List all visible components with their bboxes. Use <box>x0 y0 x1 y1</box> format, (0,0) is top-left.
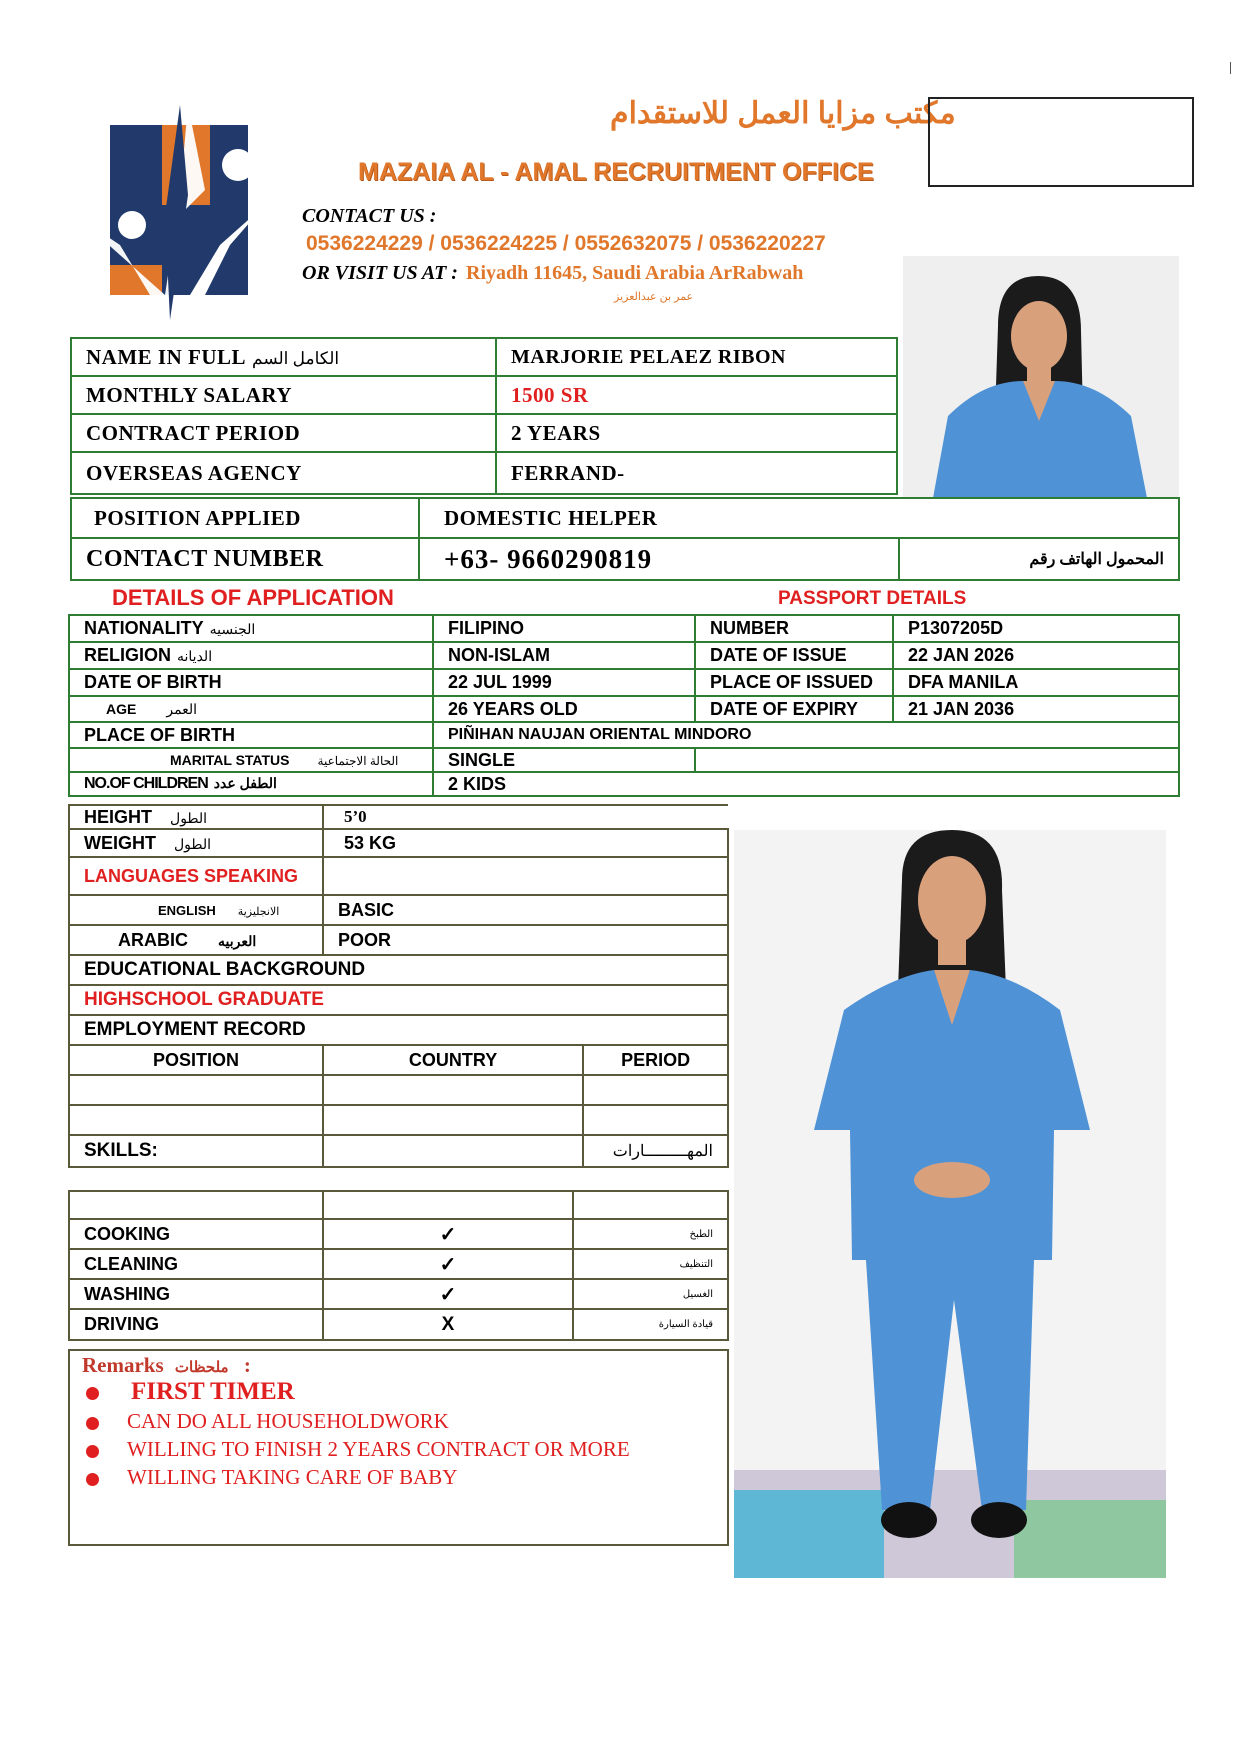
main-info-table <box>70 337 898 495</box>
marital-label-cell <box>69 748 433 772</box>
children-label: NO.OF CHILDREN <box>84 775 208 792</box>
skill-name: WASHING <box>69 1279 323 1309</box>
age-value: 26 YEARS OLD <box>433 696 695 722</box>
address-arabic: عمر بن عبدالعزيز <box>614 291 694 303</box>
languages-empty <box>323 857 728 895</box>
details-table <box>68 614 1180 797</box>
skill-mark: ✓ <box>323 1219 573 1249</box>
remark-item: CAN DO ALL HOUSEHOLDWORK <box>86 1409 449 1434</box>
skill-mark: ✓ <box>323 1279 573 1309</box>
skill-arabic: الغسيل <box>573 1279 728 1309</box>
skill-mark: X <box>323 1309 573 1340</box>
weight-label-arabic: الطول <box>174 835 212 852</box>
name-label: NAME IN FULL <box>86 344 247 369</box>
details-section-title: DETAILS OF APPLICATION <box>112 585 394 610</box>
name-value: MARJORIE PELAEZ RIBON <box>496 338 897 376</box>
skill-arabic: الطبخ <box>573 1219 728 1249</box>
arabic-lang-label-arabic: العربيه <box>218 932 257 949</box>
employment-cell <box>583 1075 728 1105</box>
remark-item: WILLING TAKING CARE OF BABY <box>86 1465 457 1490</box>
passport-number-label: NUMBER <box>695 615 893 642</box>
marital-empty <box>695 748 1179 772</box>
height-value: 5’0 <box>323 805 728 829</box>
remark-item: WILLING TO FINISH 2 YEARS CONTRACT OR MORE <box>86 1437 630 1462</box>
name-label-cell <box>71 338 496 376</box>
height-label: HEIGHT <box>84 806 153 827</box>
employment-cell <box>69 1075 323 1105</box>
nationality-value: FILIPINO <box>433 615 695 642</box>
education-title: EDUCATIONAL BACKGROUND <box>69 955 728 985</box>
office-title: MAZAIA AL - AMAL RECRUITMENT OFFICE <box>358 158 874 186</box>
skills-empty <box>323 1135 583 1167</box>
employment-col-period: PERIOD <box>583 1045 728 1075</box>
bullet-icon <box>86 1387 99 1400</box>
english-label-cell <box>69 895 323 925</box>
employment-cell <box>323 1075 583 1105</box>
religion-label: RELIGION <box>84 645 172 665</box>
arabic-lang-label: ARABIC <box>118 929 188 950</box>
contract-label: CONTRACT PERIOD <box>71 414 496 452</box>
visit-label: OR VISIT US AT : <box>302 262 458 284</box>
stamp-box <box>928 97 1194 187</box>
skill-name: COOKING <box>69 1219 323 1249</box>
employment-col-country: COUNTRY <box>323 1045 583 1075</box>
company-logo <box>70 95 300 335</box>
position-label: POSITION APPLIED <box>71 498 419 538</box>
education-value: HIGHSCHOOL GRADUATE <box>69 985 728 1015</box>
expiry-label: DATE OF EXPIRY <box>695 696 893 722</box>
contract-value: 2 YEARS <box>496 414 897 452</box>
skills-header-empty <box>69 1191 323 1219</box>
children-label-arabic: الطفل عدد <box>213 775 277 791</box>
age-label-arabic: العمر <box>166 700 198 717</box>
remark-item: FIRST TIMER <box>86 1378 295 1406</box>
english-value: BASIC <box>323 895 728 925</box>
expiry-value: 21 JAN 2036 <box>893 696 1179 722</box>
page-edge-mark <box>1230 62 1231 74</box>
remarks-colon: : <box>243 1353 251 1377</box>
contact-number-label: CONTACT NUMBER <box>71 538 419 580</box>
children-label-cell <box>69 772 433 796</box>
nationality-label: NATIONALITY <box>84 618 204 638</box>
arabic-lang-value: POOR <box>323 925 728 955</box>
marital-value: SINGLE <box>433 748 695 772</box>
skills-header-empty <box>323 1191 573 1219</box>
age-label: AGE <box>106 700 137 717</box>
english-label-arabic: الانجليزية <box>237 905 280 918</box>
weight-label-cell <box>69 829 323 857</box>
remarks-box <box>68 1349 729 1546</box>
arabic-office-title: مكتب مزايا العمل للاستقدام <box>610 97 956 130</box>
marital-label: MARITAL STATUS <box>170 752 290 768</box>
pob-label: PLACE OF BIRTH <box>69 722 433 748</box>
age-label-cell <box>69 696 433 722</box>
salary-label: MONTHLY SALARY <box>71 376 496 414</box>
remarks-label: Remarks <box>82 1353 164 1377</box>
address: Riyadh 11645, Saudi Arabia ArRabwah <box>466 262 804 284</box>
agency-value: FERRAND- <box>496 452 897 494</box>
skill-mark: ✓ <box>323 1249 573 1279</box>
contact-us-label: CONTACT US : <box>302 205 437 227</box>
bullet-icon <box>86 1473 99 1486</box>
children-value: 2 KIDS <box>433 772 1179 796</box>
skills-header-empty <box>573 1191 728 1219</box>
nationality-label-cell <box>69 615 433 642</box>
contact-number-value: +63- 9660290819 <box>419 538 899 580</box>
english-label: ENGLISH <box>158 902 216 918</box>
issue-date-label: DATE OF ISSUE <box>695 642 893 669</box>
employment-cell <box>323 1105 583 1135</box>
dob-label: DATE OF BIRTH <box>69 669 433 696</box>
salary-value: 1500 SR <box>496 376 897 414</box>
passport-section-title: PASSPORT DETAILS <box>778 588 967 609</box>
employment-cell <box>69 1105 323 1135</box>
skills-label-arabic: المهـــــــــارات <box>583 1135 728 1167</box>
religion-value: NON-ISLAM <box>433 642 695 669</box>
applicant-photo-full <box>734 830 1166 1578</box>
skill-arabic: قيادة السيارة <box>573 1309 728 1340</box>
employment-title: EMPLOYMENT RECORD <box>69 1015 728 1045</box>
bullet-icon <box>86 1445 99 1458</box>
nationality-label-arabic: الجنسيه <box>209 621 256 637</box>
marital-label-arabic: الحالة الاجتماعية <box>317 754 399 768</box>
position-value: DOMESTIC HELPER <box>419 498 1179 538</box>
name-label-arabic: الكامل السم <box>252 348 340 368</box>
skills-label: SKILLS: <box>69 1135 323 1167</box>
issue-date-value: 22 JAN 2026 <box>893 642 1179 669</box>
arabic-lang-label-cell <box>69 925 323 955</box>
religion-label-cell <box>69 642 433 669</box>
employment-cell <box>583 1105 728 1135</box>
dob-value: 22 JUL 1999 <box>433 669 695 696</box>
height-label-cell <box>69 805 323 829</box>
skill-name: CLEANING <box>69 1249 323 1279</box>
position-contact-table <box>70 497 1180 581</box>
issue-place-label: PLACE OF ISSUED <box>695 669 893 696</box>
skill-arabic: التنظيف <box>573 1249 728 1279</box>
bullet-icon <box>86 1417 99 1430</box>
personal-table <box>68 804 729 1168</box>
remarks-label-arabic: ملحظات <box>174 1360 229 1376</box>
contact-number-arabic: المحمول الهاتف رقم <box>899 538 1179 580</box>
weight-value: 53 KG <box>323 829 728 857</box>
religion-label-arabic: الديانه <box>177 648 213 664</box>
height-label-arabic: الطول <box>170 809 208 826</box>
passport-number-value: P1307205D <box>893 615 1179 642</box>
skill-name: DRIVING <box>69 1309 323 1340</box>
skills-table <box>68 1190 729 1341</box>
remarks-heading <box>82 1353 251 1378</box>
weight-label: WEIGHT <box>84 832 156 853</box>
employment-col-position: POSITION <box>69 1045 323 1075</box>
applicant-photo-small <box>903 256 1179 498</box>
issue-place-value: DFA MANILA <box>893 669 1179 696</box>
phone-numbers: 0536224229 / 0536224225 / 0552632075 / 0536220227 <box>306 232 826 255</box>
languages-title: LANGUAGES SPEAKING <box>69 857 323 895</box>
pob-value: PIÑIHAN NAUJAN ORIENTAL MINDORO <box>433 722 1179 748</box>
agency-label: OVERSEAS AGENCY <box>71 452 496 494</box>
